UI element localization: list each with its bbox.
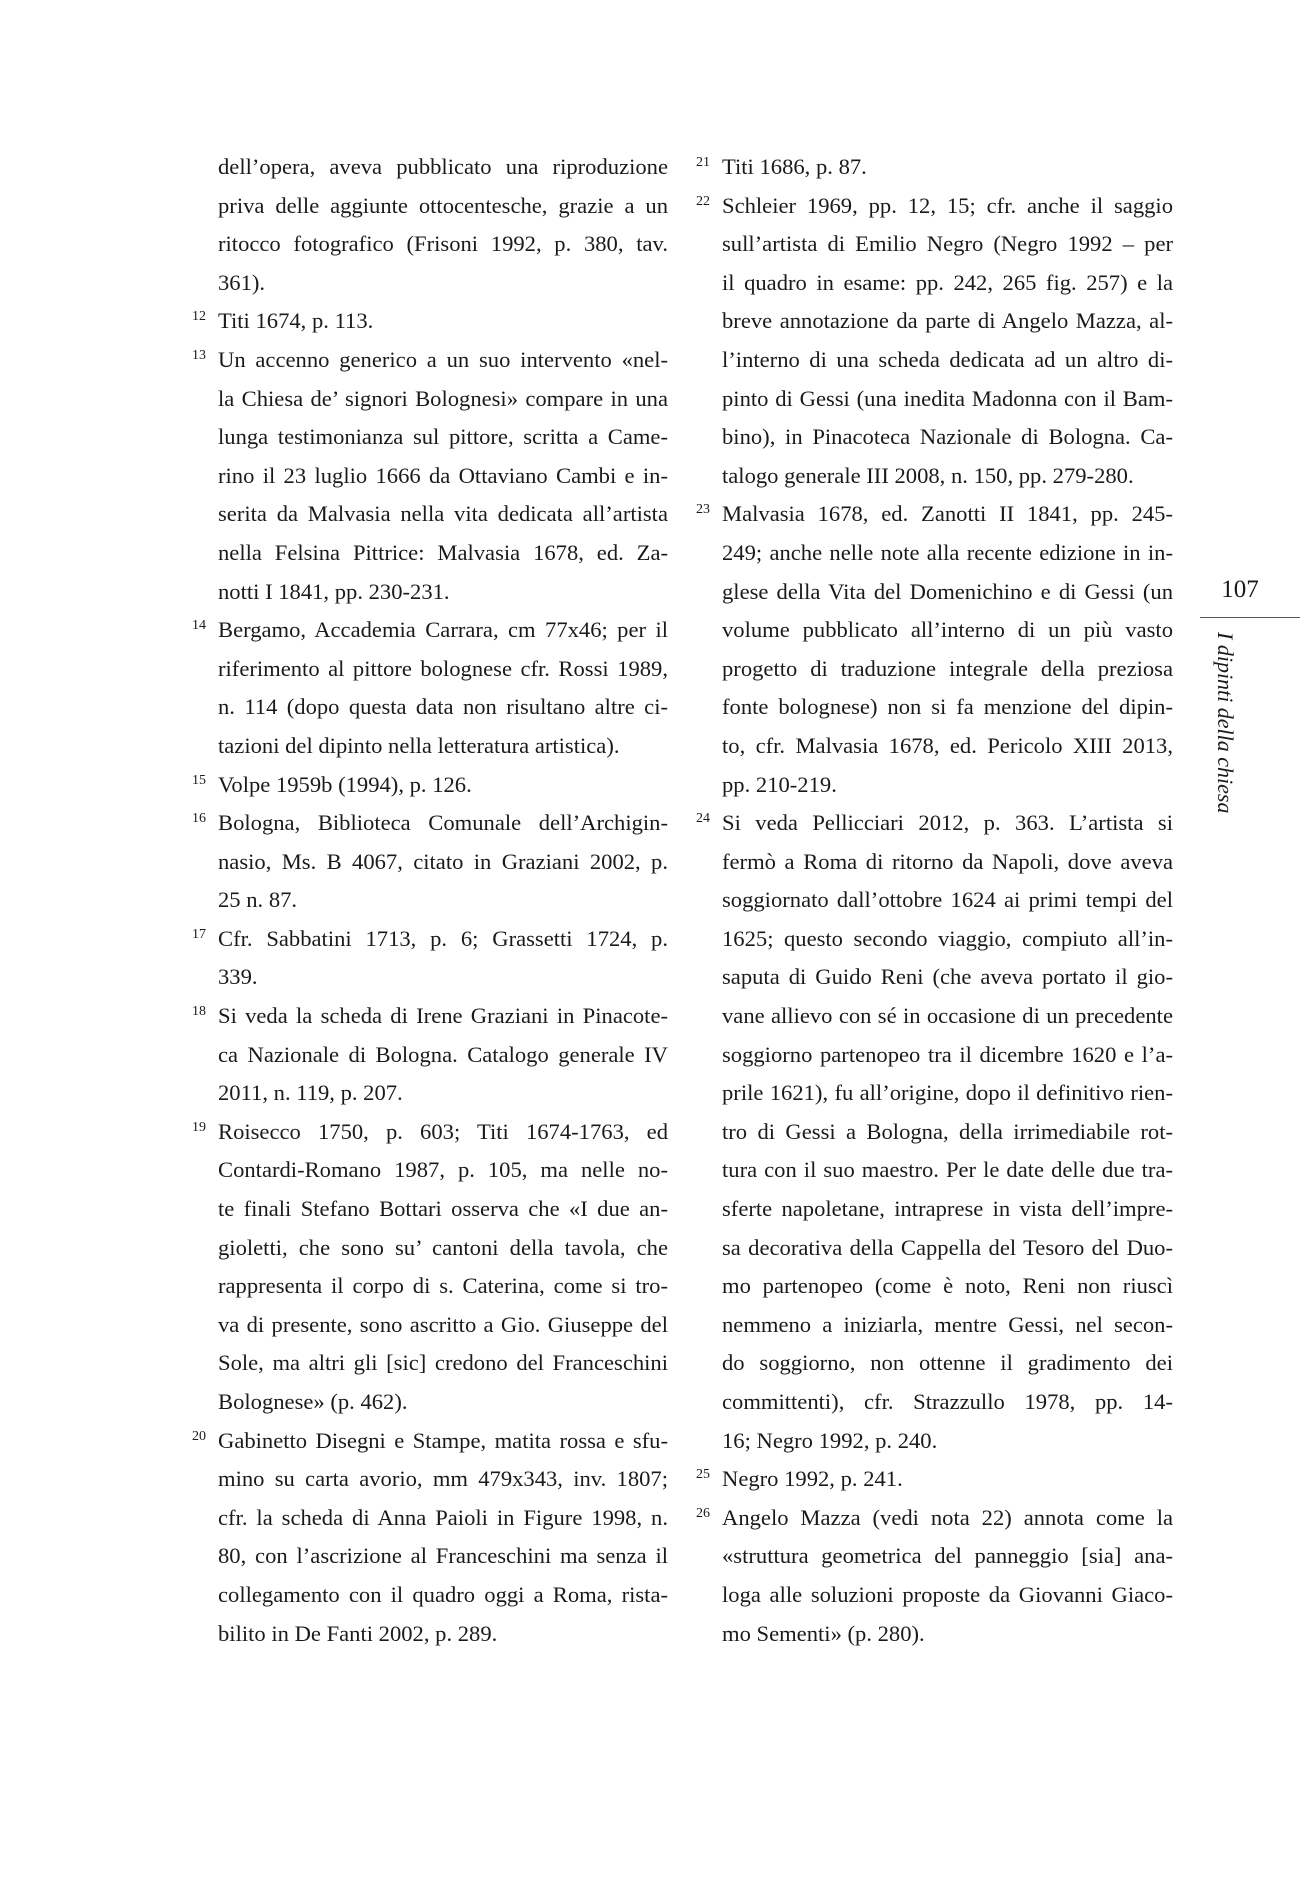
footnote-line xyxy=(722,727,1173,766)
footnote-text: 249; anche nelle note alla recente edizione in in- xyxy=(722,539,1173,565)
footnote-text: Malvasia 1678, ed. Zanotti II 1841, pp. 245- xyxy=(722,501,1173,527)
footnote-line xyxy=(722,1422,1173,1461)
footnote-text: mo partenopeo (come è noto, Reni non riuscì xyxy=(722,1273,1173,1299)
footnote-line xyxy=(218,380,668,419)
footnote-text: Bergamo, Accademia Carrara, cm 77x46; per il xyxy=(218,617,668,643)
footnote-text: 1625; questo secondo viaggio, compiuto all’in- xyxy=(722,925,1173,951)
page-number: 107 xyxy=(1221,576,1259,603)
footnote xyxy=(192,1113,668,1422)
footnote-line xyxy=(192,804,668,843)
footnotes-right-column xyxy=(696,148,1173,1653)
footnote xyxy=(192,341,668,611)
footnote-text: Sole, ma altri gli [sic] credono del Franceschini xyxy=(218,1350,668,1376)
footnote-line xyxy=(192,1113,668,1152)
footnote-line xyxy=(218,1460,668,1499)
footnote-line xyxy=(218,1615,668,1654)
footnote-line xyxy=(696,148,1173,187)
footnote-number: 15 xyxy=(192,772,206,788)
footnote-line xyxy=(218,1499,668,1538)
footnote-text: 80, con l’ascrizione al Franceschini ma senza il xyxy=(218,1543,668,1569)
footnote-line xyxy=(218,1267,668,1306)
footnote-line xyxy=(218,187,668,226)
footnote-line xyxy=(218,225,668,264)
footnote-line xyxy=(218,264,668,303)
footnote-line xyxy=(218,1036,668,1075)
footnote-line xyxy=(218,1229,668,1268)
footnote-text: te finali Stefano Bottari osserva che «I due an- xyxy=(218,1196,668,1222)
footnote xyxy=(696,1460,1173,1499)
footnote-text: glese della Vita del Domenichino e di Gessi (un xyxy=(722,578,1173,604)
footnote-line xyxy=(722,1537,1173,1576)
running-head xyxy=(1210,630,1246,830)
footnote-line xyxy=(218,1190,668,1229)
footnote-text: soggiorno partenopeo tra il dicembre 1620 e l’a- xyxy=(722,1041,1173,1067)
footnote xyxy=(696,495,1173,804)
footnote-text: il quadro in esame: pp. 242, 265 fig. 257) e la xyxy=(722,269,1173,295)
footnote-number: 12 xyxy=(192,309,206,325)
footnote-number: 21 xyxy=(696,155,710,170)
footnote-line xyxy=(722,1151,1173,1190)
footnote-line xyxy=(218,958,668,997)
footnote-line xyxy=(218,148,668,187)
footnote-line xyxy=(722,958,1173,997)
footnote-text: lunga testimonianza sul pittore, scritta a Came- xyxy=(218,424,668,450)
footnote-text: collegamento con il quadro oggi a Roma, rista- xyxy=(218,1581,668,1607)
footnote-text: Schleier 1969, pp. 12, 15; cfr. anche il saggio xyxy=(722,192,1173,218)
footnote-text: 25 n. 87. xyxy=(218,887,298,913)
footnote-line xyxy=(722,1383,1173,1422)
footnote-text: Si veda la scheda di Irene Graziani in Pinacote- xyxy=(218,1003,668,1029)
footnote-text: 2011, n. 119, p. 207. xyxy=(218,1080,403,1106)
footnote-text: Volpe 1959b (1994), p. 126. xyxy=(218,771,472,797)
footnote xyxy=(192,302,668,341)
footnote xyxy=(696,804,1173,1460)
footnote-line xyxy=(722,225,1173,264)
footnote-text: sa decorativa della Cappella del Tesoro del Duo- xyxy=(722,1234,1173,1260)
footnote xyxy=(696,1499,1173,1653)
footnote-line xyxy=(218,495,668,534)
footnote-line xyxy=(218,1344,668,1383)
footnote-line xyxy=(722,264,1173,303)
footnote-text: Bologna, Biblioteca Comunale dell’Archigin- xyxy=(218,810,668,836)
footnote-text: Gabinetto Disegni e Stampe, matita rossa e sfu- xyxy=(218,1427,668,1453)
footnote-text: sferte napoletane, intraprese in vista dell’impre- xyxy=(722,1196,1173,1222)
footnote xyxy=(696,148,1173,187)
footnote-number: 19 xyxy=(192,1119,206,1135)
footnote-text: pp. 210-219. xyxy=(722,771,837,797)
footnote-line xyxy=(722,1306,1173,1345)
footnote-line xyxy=(722,1074,1173,1113)
footnote-line xyxy=(218,457,668,496)
footnote-line xyxy=(696,495,1173,534)
footnote-text: dell’opera, aveva pubblicato una riproduzione xyxy=(218,154,668,179)
footnote-line xyxy=(722,1615,1173,1654)
footnote-line xyxy=(722,302,1173,341)
footnote-text: Contardi-Romano 1987, p. 105, ma nelle no- xyxy=(218,1157,668,1183)
footnote-text: tro di Gessi a Bologna, della irrimediabile rot- xyxy=(722,1118,1173,1144)
footnote-text: progetto di traduzione integrale della preziosa xyxy=(722,655,1173,681)
footnote-line xyxy=(696,1499,1173,1538)
footnote-text: l’interno di una scheda dedicata ad un altro di- xyxy=(722,346,1173,372)
footnote-text: vane allievo con sé in occasione di un precedente xyxy=(722,1003,1173,1029)
footnote-text: bilito in De Fanti 2002, p. 289. xyxy=(218,1620,498,1646)
footnote-text: mo Sementi» (p. 280). xyxy=(722,1620,925,1646)
footnote-line xyxy=(722,1344,1173,1383)
footnote-text: talogo generale III 2008, n. 150, pp. 279-280. xyxy=(722,462,1134,488)
footnote-number: 24 xyxy=(696,811,710,827)
footnote xyxy=(192,611,668,765)
footnote-text: Titi 1686, p. 87. xyxy=(722,154,867,179)
footnote-number: 13 xyxy=(192,347,206,363)
footnote-line xyxy=(218,727,668,766)
folio-divider xyxy=(1200,617,1300,618)
footnote-text: to, cfr. Malvasia 1678, ed. Pericolo XIII 2013, xyxy=(722,732,1173,758)
footnote xyxy=(192,997,668,1113)
footnote-line xyxy=(722,997,1173,1036)
footnote-text: Titi 1674, p. 113. xyxy=(218,308,374,334)
footnote-line xyxy=(722,611,1173,650)
footnote-text: rino il 23 luglio 1666 da Ottaviano Cambi e in- xyxy=(218,462,668,488)
footnote-text: gioletti, che sono su’ cantoni della tavola, che xyxy=(218,1234,668,1260)
footnote-text: prile 1621), fu all’origine, dopo il definitivo rien- xyxy=(722,1080,1173,1106)
footnote-text: priva delle aggiunte ottocentesche, grazie a un xyxy=(218,192,668,218)
footnote-text: Si veda Pellicciari 2012, p. 363. L’artista si xyxy=(722,810,1173,836)
footnote-text: n. 114 (dopo questa data non risultano altre ci- xyxy=(218,694,668,720)
footnote-line xyxy=(722,650,1173,689)
footnote-line xyxy=(722,534,1173,573)
footnote-text: breve annotazione da parte di Angelo Mazza, al- xyxy=(722,308,1173,334)
footnote-number: 18 xyxy=(192,1004,206,1020)
footnote-line xyxy=(722,418,1173,457)
footnote xyxy=(192,804,668,920)
footnote-text: serita da Malvasia nella vita dedicata all’artista xyxy=(218,501,668,527)
footnote-line xyxy=(218,688,668,727)
footnote-line xyxy=(722,573,1173,612)
footnote-number: 16 xyxy=(192,811,206,827)
footnote-text: nasio, Ms. B 4067, citato in Graziani 2002, p. xyxy=(218,848,668,874)
footnote-line xyxy=(722,1190,1173,1229)
footnote-text: Roisecco 1750, p. 603; Titi 1674-1763, ed xyxy=(218,1118,668,1144)
footnote-text: notti I 1841, pp. 230-231. xyxy=(218,578,450,604)
footnote-line xyxy=(218,881,668,920)
footnote-text: 361). xyxy=(218,269,266,295)
footnote-line xyxy=(722,1229,1173,1268)
footnote-line xyxy=(722,1576,1173,1615)
footnote xyxy=(696,187,1173,496)
footnote-text: loga alle soluzioni proposte da Giovanni Giaco- xyxy=(722,1581,1173,1607)
footnote-line xyxy=(696,804,1173,843)
footnote-text: Un accenno generico a un suo intervento «nel- xyxy=(218,346,668,372)
footnote-line xyxy=(696,1460,1173,1499)
footnote-text: volume pubblicato all’interno di un più vasto xyxy=(722,617,1173,643)
footnote-text: cfr. la scheda di Anna Paioli in Figure 1998, n. xyxy=(218,1504,668,1530)
footnote-line xyxy=(218,1576,668,1615)
footnote-line xyxy=(722,843,1173,882)
footnote-number: 22 xyxy=(696,193,710,209)
footnote-text: «struttura geometrica del panneggio [sia] ana- xyxy=(722,1543,1173,1569)
footnote-text: Bolognese» (p. 462). xyxy=(218,1389,408,1414)
footnote-line xyxy=(696,187,1173,226)
footnote xyxy=(218,148,668,302)
footnote-text: do soggiorno, non ottenne il gradimento dei xyxy=(722,1350,1173,1376)
footnote-line xyxy=(192,766,668,805)
footnote-line xyxy=(218,1537,668,1576)
footnote-line xyxy=(722,341,1173,380)
footnote-text: fonte bolognese) non si fa menzione del dipin- xyxy=(722,694,1173,720)
footnote-line xyxy=(218,1383,668,1422)
footnote-line xyxy=(192,341,668,380)
footnote-line xyxy=(722,457,1173,496)
footnote-text: sull’artista di Emilio Negro (Negro 1992 – per xyxy=(722,231,1173,257)
footnote-line xyxy=(722,1036,1173,1075)
footnote-text: 16; Negro 1992, p. 240. xyxy=(722,1427,938,1453)
footnote xyxy=(192,920,668,997)
footnote-line xyxy=(218,650,668,689)
footnote-text: 339. xyxy=(218,964,258,990)
footnote-line xyxy=(722,920,1173,959)
footnote-text: riferimento al pittore bolognese cfr. Rossi 1989, xyxy=(218,655,668,681)
footnote-text: saputa di Guido Reni (che aveva portato il gio- xyxy=(722,964,1173,990)
footnote-line xyxy=(192,611,668,650)
footnote-text: la Chiesa de’ signori Bolognesi» compare in una xyxy=(218,385,668,411)
footnote-text: soggiornato dall’ottobre 1624 ai primi tempi del xyxy=(722,887,1173,913)
footnote-number: 26 xyxy=(696,1505,710,1521)
footnote xyxy=(192,766,668,805)
footnote-line xyxy=(218,534,668,573)
footnote-number: 20 xyxy=(192,1428,206,1444)
footnote-text: Negro 1992, p. 241. xyxy=(722,1466,903,1492)
footnote-line xyxy=(192,302,668,341)
footnote xyxy=(192,1422,668,1654)
footnote-line xyxy=(218,1306,668,1345)
footnote-line xyxy=(722,766,1173,805)
footnote-line xyxy=(192,920,668,959)
footnote-number: 25 xyxy=(696,1467,710,1483)
footnote-text: tazioni del dipinto nella letteratura artistica). xyxy=(218,732,620,758)
footnote-text: pinto di Gessi (una inedita Madonna con il Bam- xyxy=(722,385,1173,411)
running-head-text: I dipinti della chiesa xyxy=(1213,632,1238,814)
footnote-line xyxy=(722,881,1173,920)
footnote-line xyxy=(218,1074,668,1113)
footnote-line xyxy=(722,1267,1173,1306)
footnote-number: 14 xyxy=(192,618,206,634)
footnote-line xyxy=(218,843,668,882)
footnote-text: Angelo Mazza (vedi nota 22) annota come la xyxy=(722,1504,1173,1530)
footnote-text: committenti), cfr. Strazzullo 1978, pp. 14- xyxy=(722,1389,1173,1414)
footnote-line xyxy=(218,573,668,612)
footnote-text: nemmeno a iniziarla, mentre Gessi, nel secon- xyxy=(722,1311,1173,1337)
footnote-line xyxy=(218,418,668,457)
footnote-text: ritocco fotografico (Frisoni 1992, p. 380, tav. xyxy=(218,231,668,257)
footnote-text: bino), in Pinacoteca Nazionale di Bologna. Ca- xyxy=(722,424,1173,450)
footnote-line xyxy=(218,1151,668,1190)
footnote-line xyxy=(192,997,668,1036)
footnote-text: mino su carta avorio, mm 479x343, inv. 1807; xyxy=(218,1466,668,1492)
footnote-line xyxy=(722,1113,1173,1152)
footnote-line xyxy=(722,688,1173,727)
footnote-text: fermò a Roma di ritorno da Napoli, dove aveva xyxy=(722,848,1173,874)
footnotes-left-column xyxy=(192,148,668,1653)
footnote-text: Cfr. Sabbatini 1713, p. 6; Grassetti 1724, p. xyxy=(218,925,668,951)
footnote-number: 23 xyxy=(696,502,710,518)
footnote-line xyxy=(192,1422,668,1461)
footnote-line xyxy=(722,380,1173,419)
footnote-text: tura con il suo maestro. Per le date delle due tra- xyxy=(722,1157,1173,1183)
footnote-number: 17 xyxy=(192,926,206,942)
footnote-text: ca Nazionale di Bologna. Catalogo generale IV xyxy=(218,1041,668,1067)
footnote-text: nella Felsina Pittrice: Malvasia 1678, ed. Za- xyxy=(218,539,668,565)
footnote-text: va di presente, sono ascritto a Gio. Giuseppe del xyxy=(218,1311,668,1337)
footnote-text: rappresenta il corpo di s. Caterina, come si tro- xyxy=(218,1273,668,1299)
